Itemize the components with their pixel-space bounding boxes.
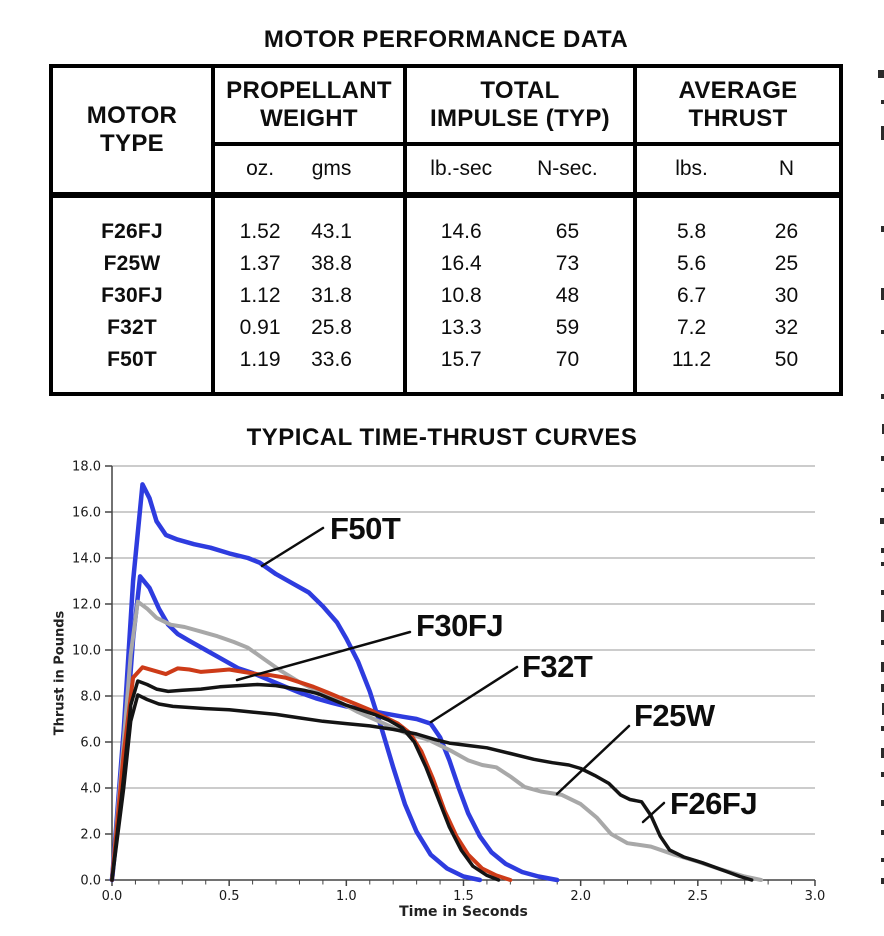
units-impulse xyxy=(407,146,633,192)
table-cell-lbs: 11.2 xyxy=(671,348,712,371)
curve-label-f32t: F32T xyxy=(522,649,593,684)
header-propellant-line2: WEIGHT xyxy=(260,105,358,132)
unit-n: N xyxy=(778,157,795,180)
header-total-impulse xyxy=(407,68,633,142)
y-tick-label: 14.0 xyxy=(72,551,101,567)
table-cell-gms: 38.8 xyxy=(311,252,352,275)
header-propellant-weight xyxy=(215,68,403,142)
curve-label-f26fj: F26FJ xyxy=(670,786,758,821)
table-cell-gms: 33.6 xyxy=(311,348,352,371)
table-cell-oz: 1.52 xyxy=(239,220,281,243)
table-cell-lbsec: 14.6 xyxy=(440,220,482,243)
table-cell-n: 25 xyxy=(774,252,799,275)
table-cell-oz: 1.37 xyxy=(239,252,281,275)
header-propellant-line1: PROPELLANT xyxy=(226,77,392,105)
column-total-impulse xyxy=(407,198,633,392)
table-cell-oz: 0.91 xyxy=(239,316,281,339)
table-cell-lbsec: 16.4 xyxy=(440,252,482,275)
y-tick-label: 12.0 xyxy=(72,597,101,613)
column-propellant-weight xyxy=(215,198,403,392)
table-cell-motor: F25W xyxy=(103,252,161,275)
table-cell-nsec: 65 xyxy=(555,220,580,243)
table-cell-motor: F26FJ xyxy=(101,220,163,243)
unit-lbsec: lb.-sec xyxy=(430,157,493,180)
unit-lbs: lbs. xyxy=(675,157,708,180)
x-tick-label: 1.5 xyxy=(453,889,474,904)
column-motor-type xyxy=(53,198,211,392)
curve-f30fj xyxy=(112,667,510,880)
unit-gms: gms xyxy=(311,157,352,180)
table-cell-lbs: 5.8 xyxy=(676,220,707,243)
pointer-line-f50t xyxy=(262,528,323,566)
column-average-thrust xyxy=(637,198,839,392)
x-tick-label: 2.5 xyxy=(687,889,709,904)
table-cell-gms: 31.8 xyxy=(311,284,352,307)
units-propellant xyxy=(215,146,403,192)
header-impulse-line1: TOTAL xyxy=(480,77,560,105)
header-motor-type xyxy=(53,68,211,192)
chart-title: TYPICAL TIME-THRUST CURVES xyxy=(246,424,638,451)
header-motor-line2: TYPE xyxy=(100,130,164,157)
y-tick-label: 4.0 xyxy=(80,781,101,797)
table-cell-motor: F50T xyxy=(107,348,157,371)
table-cell-oz: 1.12 xyxy=(239,284,281,307)
y-tick-label: 2.0 xyxy=(80,827,101,843)
x-axis-label: Time in Seconds xyxy=(399,904,528,920)
curve-label-f30fj: F30FJ xyxy=(416,608,504,643)
y-tick-label: 10.0 xyxy=(72,643,101,659)
pointer-line-f25w xyxy=(557,726,629,794)
curve-black-unlabeled xyxy=(112,681,499,880)
x-tick-label: 2.0 xyxy=(570,889,592,904)
table-cell-lbsec: 15.7 xyxy=(440,348,482,371)
clipped-text-fragment xyxy=(878,70,884,78)
header-average-thrust xyxy=(637,68,839,142)
x-tick-label: 1.0 xyxy=(335,889,357,904)
x-tick-label: 0.0 xyxy=(101,889,123,904)
table-cell-lbsec: 13.3 xyxy=(440,316,482,339)
table-cell-n: 26 xyxy=(774,220,799,243)
table-cell-motor: F30FJ xyxy=(101,284,163,307)
table-cell-gms: 25.8 xyxy=(311,316,352,339)
table-cell-nsec: 48 xyxy=(555,284,580,307)
x-tick-label: 0.5 xyxy=(218,889,240,904)
x-tick-label: 3.0 xyxy=(804,889,826,904)
header-motor-line1: MOTOR xyxy=(86,102,178,130)
table-cell-gms: 43.1 xyxy=(311,220,352,243)
table-cell-n: 32 xyxy=(774,316,799,339)
curve-label-f25w: F25W xyxy=(634,698,715,733)
table-cell-n: 50 xyxy=(774,348,799,371)
header-thrust-line1: AVERAGE xyxy=(678,77,798,105)
table-cell-nsec: 73 xyxy=(555,252,580,275)
y-axis-label: Thrust in Pounds xyxy=(52,610,68,736)
table-cell-nsec: 70 xyxy=(555,348,580,371)
curve-label-f50t: F50T xyxy=(330,511,401,546)
time-thrust-chart xyxy=(0,410,884,936)
table-cell-oz: 1.19 xyxy=(239,348,281,371)
table-cell-lbs: 6.7 xyxy=(676,284,707,307)
y-tick-label: 0.0 xyxy=(80,873,101,889)
y-tick-label: 6.0 xyxy=(80,735,101,751)
table-cell-lbs: 5.6 xyxy=(676,252,707,275)
motor-performance-table xyxy=(49,64,843,396)
y-tick-label: 8.0 xyxy=(80,689,101,705)
unit-oz: oz. xyxy=(246,157,275,180)
header-impulse-line2: IMPULSE (TYP) xyxy=(430,105,610,132)
units-thrust xyxy=(637,146,839,192)
table-cell-lbs: 7.2 xyxy=(676,316,707,339)
y-tick-label: 18.0 xyxy=(72,459,101,475)
pointer-line-f32t xyxy=(431,667,517,722)
y-tick-label: 16.0 xyxy=(72,505,101,521)
table-cell-n: 30 xyxy=(774,284,799,307)
table-cell-nsec: 59 xyxy=(555,316,580,339)
table-title: MOTOR PERFORMANCE DATA xyxy=(263,26,629,53)
table-cell-motor: F32T xyxy=(107,316,157,339)
header-thrust-line2: THRUST xyxy=(688,105,788,132)
unit-nsec: N-sec. xyxy=(537,157,598,180)
clipped-text-fragment xyxy=(880,518,884,524)
table-cell-lbsec: 10.8 xyxy=(440,284,482,307)
